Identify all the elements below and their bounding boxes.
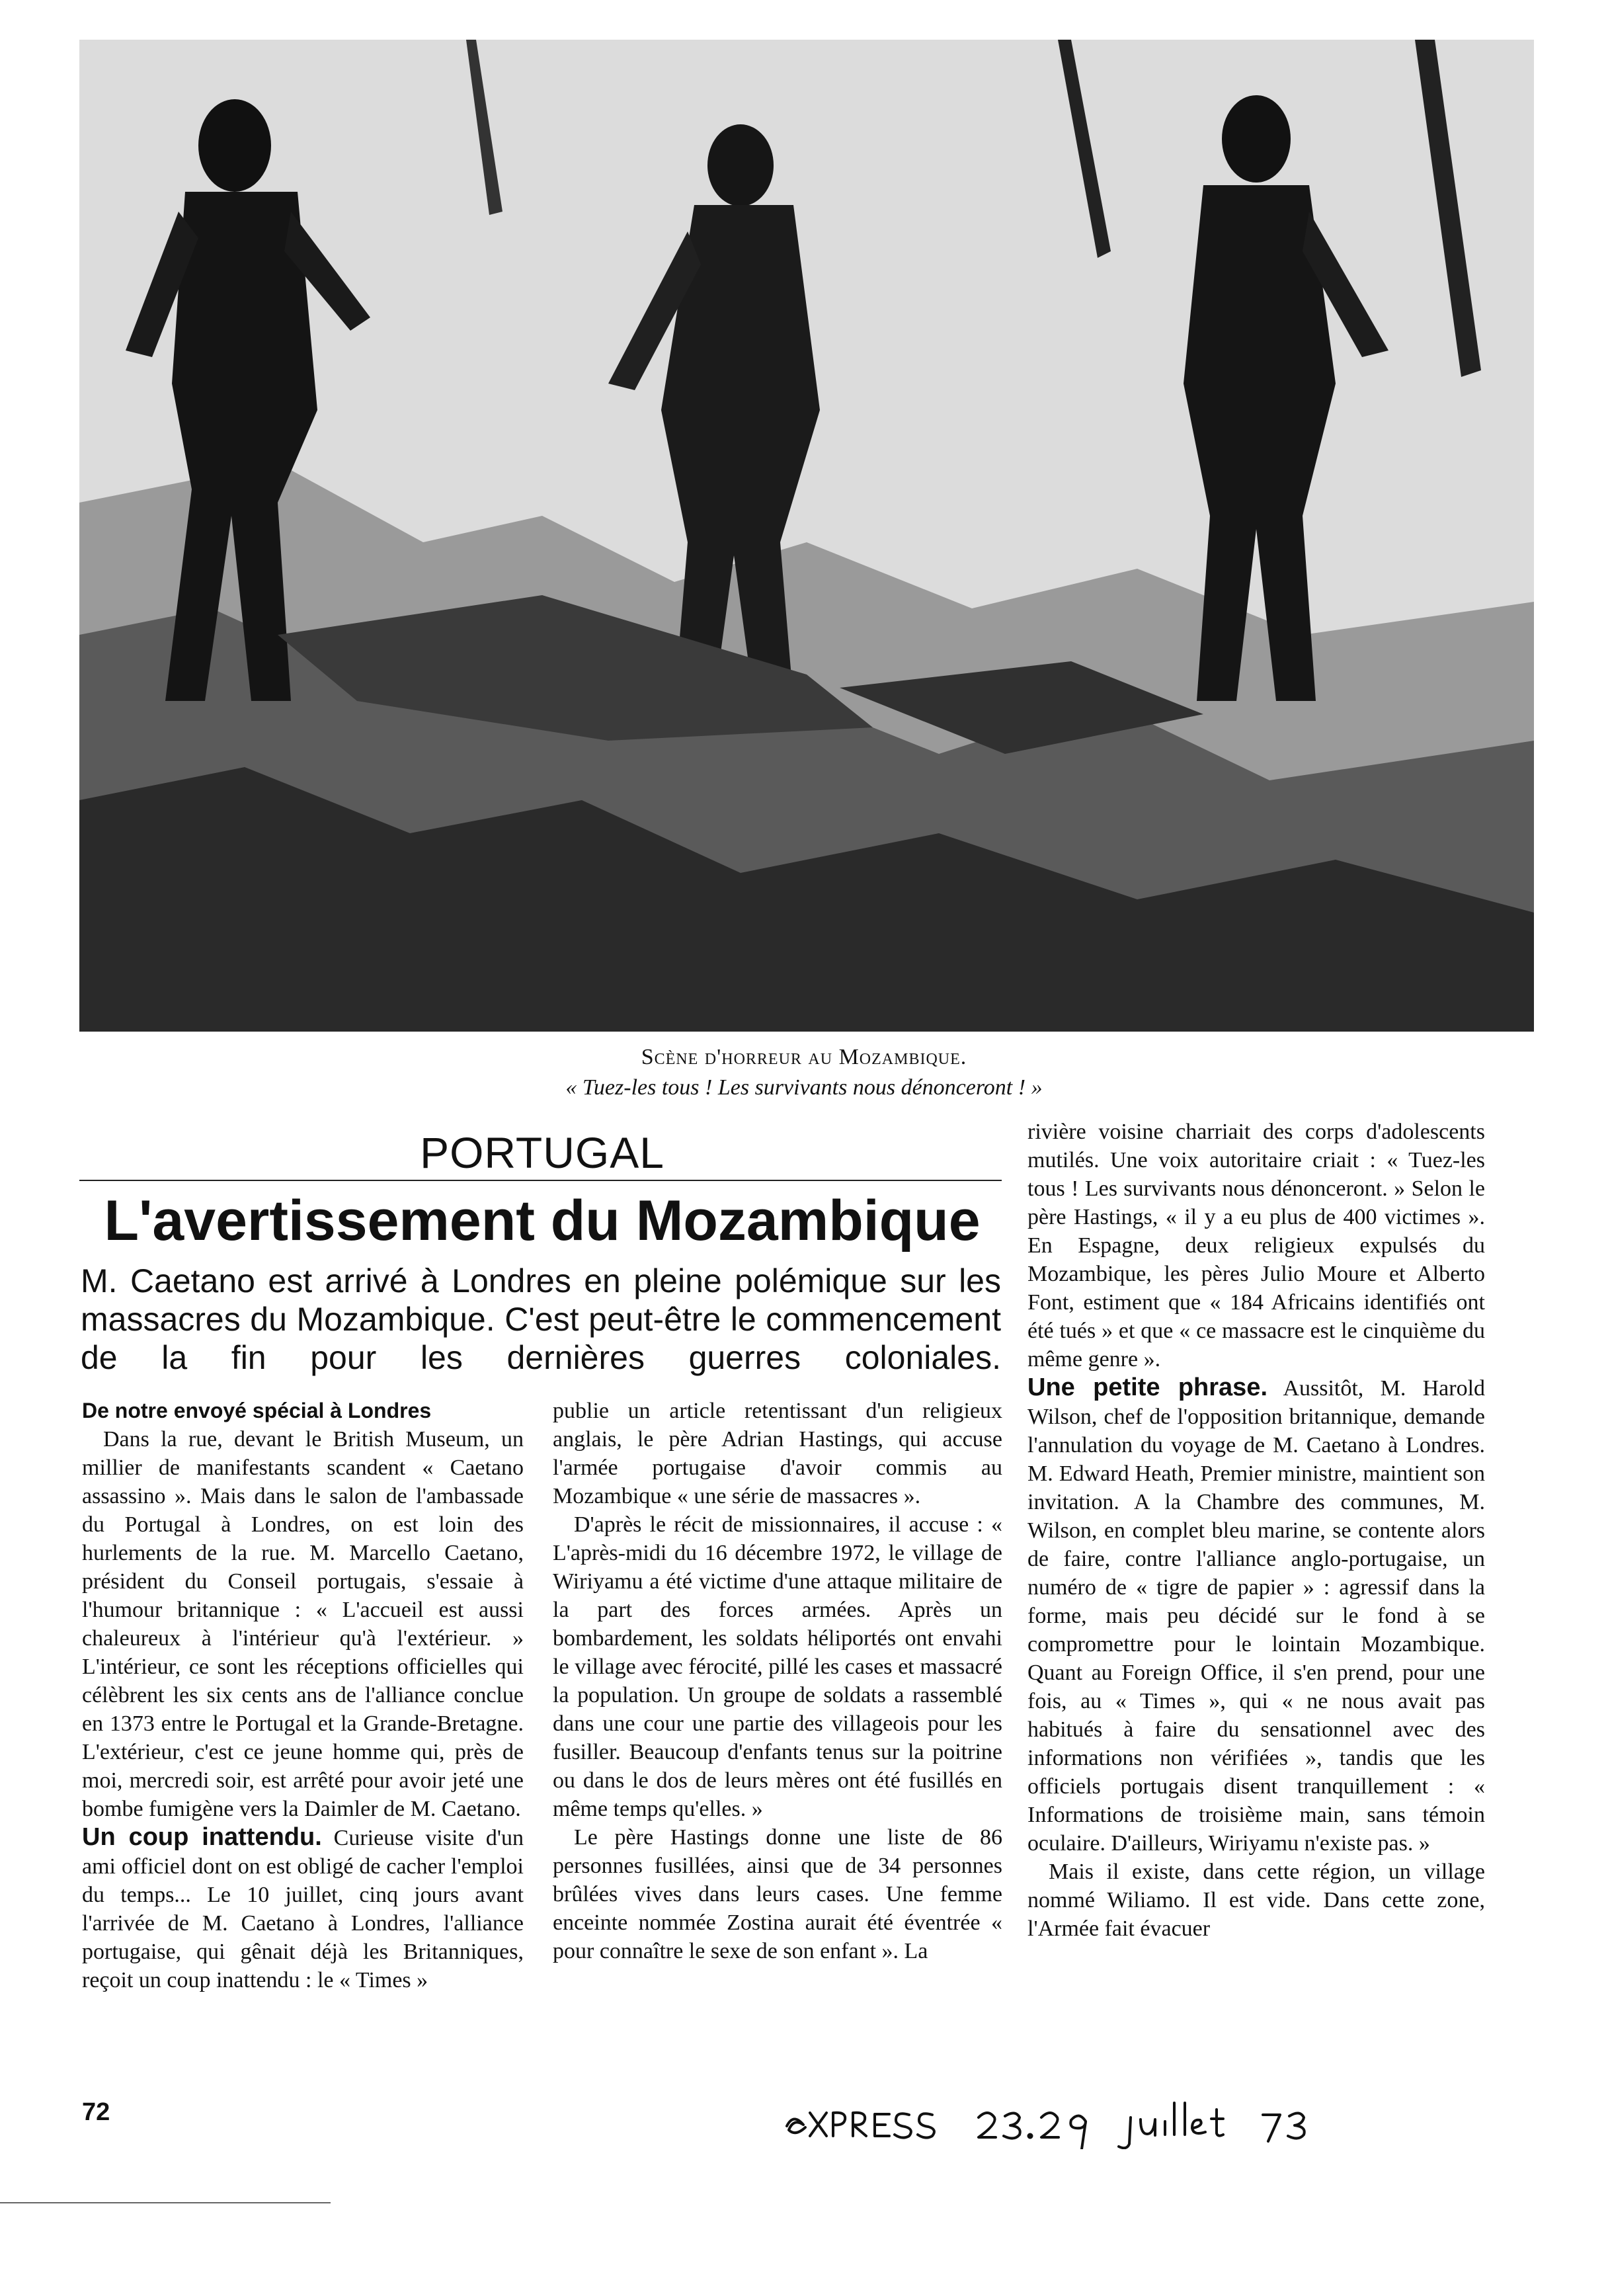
paragraph: publie un article retentissant d'un religieux anglais, le père Adrian Hastings, qui accuse l'armée portugaise d'avoir commis au Mozambique « une série de massacres ». [553, 1399, 1002, 1508]
paragraph: D'après le récit de missionnaires, il accuse : « L'après-midi du 16 décembre 1972, le village de Wiriyamu a été victime d'une attaque militaire de la part des forces armées. Après un bombardement, les soldats héliportés ont envahi le village avec férocité, pillé les cases et massacré la population. Un groupe de soldats a rassemblé dans une cour une partie des villageois pour les fusiller. Beaucoup d'enfants tenus sur la poitrine ou dans le dos de leurs mères ont été fusillés en même temps qu'elles. » [553, 1512, 1002, 1821]
handwritten-annotation [780, 2090, 1336, 2149]
bottom-rule [0, 2202, 331, 2203]
paragraph: Le père Hastings donne une liste de 86 personnes fusillées, ainsi que de 34 personnes brûlées vives dans leurs cases. Une femme enceinte nommée Zostina aurait été éventrée « pour connaître le sexe de son enfant ». La [553, 1825, 1002, 1963]
photo-caption-quote: « Tuez-les tous ! Les survivants nous dénonceront ! » [565, 1075, 1043, 1100]
headline-divider [79, 1180, 1002, 1181]
section-kicker: PORTUGAL [420, 1128, 664, 1177]
paragraph: Dans la rue, devant le British Museum, un millier de manifestants scandent « Caetano assassino ». Mais dans le salon de l'ambassade du Portugal à Londres, on est loin des hurlements de la rue. M. Marcello Caetano, président du Conseil portugais, s'essaie à l'humour britannique : « L'accueil est aussi chaleureux à l'intérieur qu'à l'extérieur. » L'intérieur, ce sont les réceptions officielles qui célèbrent les six cents ans de l'alliance conclue en 1373 entre le Portugal et la Grande-Bretagne. L'extérieur, c'est ce jeune homme qui, près de moi, mercredi soir, est arrêté pour avoir jeté une bombe fumigène vers la Daimler de M. Caetano. [82, 1427, 524, 1821]
paragraph-text: Curieuse visite d'un ami officiel dont on est obligé de cacher l'emploi du temps... Le 10 juillet, cinq jours avant l'arrivée de M. Caetano à Londres, l'alliance portugaise, qui gênait déjà les Britanniques, reçoit un coup inattendu : le « Times » [82, 1826, 524, 1992]
subhead: Un coup inattendu. [82, 1823, 322, 1851]
paragraph-with-subhead [82, 1823, 524, 1994]
paragraph: rivière voisine charriait des corps d'adolescents mutilés. Une voix autoritaire criait : « Tuez-les tous ! Les survivants nous dénonceront. » Selon le père Hastings, « il y a eu plus de 400 victimes ». En Espagne, deux religieux expulsés du Mozambique, les pères Julio Moure et Alberto Font, estiment que « 184 Africains identifiés ont été tués » et que « ce massacre est le cinquième du même genre ». [1027, 1120, 1485, 1372]
article-photo [79, 40, 1534, 1032]
article-column-2 [553, 1397, 1002, 1965]
subhead: Une petite phrase. [1027, 1374, 1268, 1401]
article-column-3 [1027, 1118, 1485, 1943]
article-column-1 [82, 1397, 524, 1994]
page-number: 72 [82, 2098, 110, 2126]
photo-caption-title: Scène d'horreur au Mozambique. [641, 1045, 967, 1069]
article-headline: L'avertissement du Mozambique [104, 1189, 981, 1252]
paragraph-with-subhead [1027, 1374, 1485, 1858]
photo-image [79, 40, 1534, 1032]
paragraph: Mais il existe, dans cette région, un village nommé Wiliamo. Il est vide. Dans cette zone, l'Armée fait évacuer [1027, 1860, 1485, 1941]
paragraph-text: Aussitôt, M. Harold Wilson, chef de l'opposition britannique, demande l'annulation du voyage de M. Caetano à Londres. M. Edward Heath, Premier ministre, maintient son invitation. A la Chambre des communes, M. Wilson, en complet bleu marine, se contente alors de faire, contre l'alliance anglo-portugaise, un numéro de « tigre de papier » : agressif dans la forme, mais peu décidé sur le fond à se compromettre pour le lointain Mozambique. Quant au Foreign Office, il s'en prend, pour une fois, au « Times », qui « ne nous avait pas habitués à faire du sensationnel avec des informations non vérifiées », tandis que les officiels portugais disent tranquillement : « Informations de troisième main, sans témoin oculaire. D'ailleurs, Wiriyamu n'existe pas. » [1027, 1376, 1486, 1856]
article-dateline: De notre envoyé spécial à Londres [82, 1399, 432, 1422]
article-lead: M. Caetano est arrivé à Londres en pleine polémique sur les massacres du Mozambique. C'est peut-être le commencement de la fin pour les dernières guerres coloniales. [81, 1262, 1001, 1376]
